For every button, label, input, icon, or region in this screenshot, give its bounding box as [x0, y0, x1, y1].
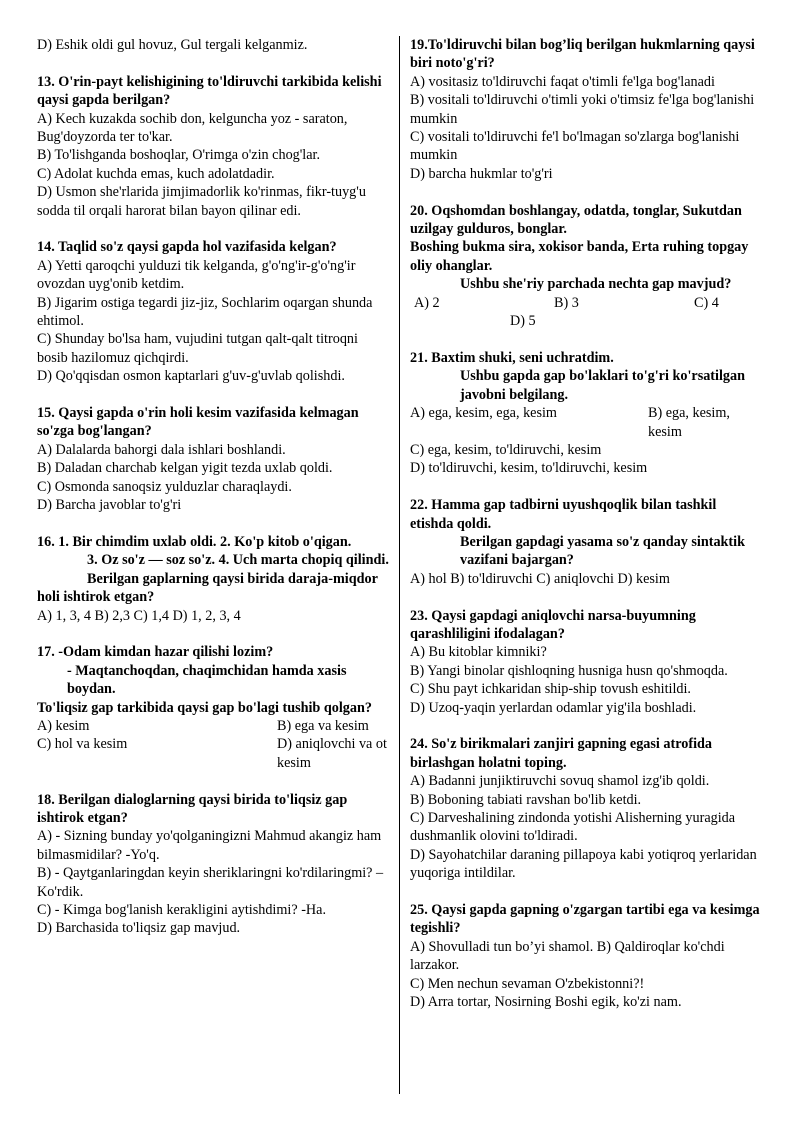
option-c: C) Shu payt ichkaridan ship-ship tovush eshitildi.: [410, 681, 691, 698]
options-ab: A) Shovulladi tun bo’yi shamol. B) Qaldiroqlar ko'chdi larzakor.: [410, 938, 725, 974]
question-21: [410, 349, 762, 478]
option-b: B) ega, kesim, kesim: [648, 405, 730, 440]
option-d: D) to'ldiruvchi, kesim, to'ldiruvchi, kesim: [410, 460, 648, 477]
question-line: 21. Baxtim shuki, seni uchratdim.: [410, 349, 614, 366]
question-line: 22. Hamma gap tadbirni uyushqoqlik bilan tashkil etishda qoldi.: [410, 497, 717, 532]
question-line: 3. Oz so'z — soz so'z. 4. Uch marta chopiq qilindi.: [87, 552, 389, 569]
option-c: C) Osmonda sanoqsiz yulduzlar charaqlaydi.: [37, 478, 292, 495]
question-title: 14. Taqlid so'z qaysi gapda hol vazifasida kelgan?: [37, 239, 337, 256]
option-d: D) Sayohatchilar daraning pillapoya kabi yotiqroq yerlaridan yuqoriga intildilar.: [410, 846, 757, 882]
option-a: A) 2: [414, 294, 440, 311]
answer-options: A) 1, 3, 4 B) 2,3 C) 1,4 D) 1, 2, 3, 4: [37, 607, 241, 624]
question-title: 19.To'ldiruvchi bilan bog’liq berilgan hukmlarning qaysi biri noto'g'ri?: [410, 37, 755, 72]
question-15: [37, 404, 389, 514]
option-b: B) Boboning tabiati ravshan bo'lib ketdi.: [410, 791, 642, 808]
option-a: A) Kech kuzakda sochib don, kelguncha yoz - saraton, Bug'doyzorda ter to'kar.: [37, 110, 348, 146]
option-b: B) Yangi binolar qishloqning husniga husn qo'shmoqda.: [410, 662, 728, 679]
option-a: A) Yetti qaroqchi yulduzi tik kelganda, g'o'ng'ir-g'o'ng'ir ovozdan uyg'onib ketdim.: [37, 257, 356, 293]
question-title: 25. Qaysi gapda gapning o'zgargan tartibi ega va kesimga tegishli?: [410, 902, 760, 937]
option-a: A) ega, kesim, ega, kesim: [410, 405, 557, 422]
question-title: 18. Berilgan dialoglarning qaysi birida to'liqsiz gap ishtirok etgan?: [37, 791, 348, 826]
top-line: D) Eshik oldi gul hovuz, Gul tergali kelganmiz.: [37, 37, 308, 53]
option-a: A) Bu kitoblar kimniki?: [410, 644, 547, 661]
answer-options: A) hol B) to'ldiruvchi C) aniqlovchi D) kesim: [410, 570, 670, 587]
option-c: C) Men nechun sevaman O'zbekistonni?!: [410, 975, 645, 992]
question-22: [410, 496, 762, 588]
question-line: To'liqsiz gap tarkibida qaysi gap bo'lagi tushib qolgan?: [37, 699, 372, 716]
options-row: [37, 735, 389, 772]
option-c: C) vositali to'ldiruvchi fe'l bo'lmagan so'zlarga bog'lanishi mumkin: [410, 129, 740, 164]
question-title: 24. So'z birikmalari zanjiri gapning egasi atrofida birlashgan holatni toping.: [410, 736, 713, 771]
option-b: B) Jigarim ostiga tegardi jiz-jiz, Sochlarim oqargan shunda ehtimol.: [37, 294, 373, 330]
options-row: [37, 717, 389, 735]
option-b: B) ega va kesim: [277, 717, 369, 734]
question-line: Ushbu she'riy parchada nechta gap mavjud?: [460, 276, 732, 293]
option-c: C) Adolat kuchda emas, kuch adolatdadir.: [37, 165, 275, 182]
option-b: B) Daladan charchab kelgan yigit tezda uxlab qoldi.: [37, 460, 333, 477]
options-row: [410, 294, 762, 312]
question-line: Ushbu gapda gap bo'laklari to'g'ri ko'rsatilgan javobni belgilang.: [460, 368, 745, 403]
option-d: D) Arra tortar, Nosirning Boshi egik, ko'zi nam.: [410, 994, 682, 1011]
option-a: A) vositasiz to'ldiruvchi faqat o'timli fe'lga bog'lanadi: [410, 73, 715, 90]
question-line: Boshing bukma sira, xokisor banda, Erta ruhing topgay oliy ohanglar.: [410, 239, 749, 274]
question-13: [37, 73, 389, 220]
question-title: 23. Qaysi gapdagi aniqlovchi narsa-buyumning qarashliligini ifodalagan?: [410, 607, 696, 642]
option-a: A) - Sizning bunday yo'qolganingizni Mahmud akangiz ham bilmasmidilar? -Yo'q.: [37, 828, 382, 863]
question-18: [37, 791, 389, 938]
option-c: C) - Kimga bog'lanish kerakligini aytishdimi? -Ha.: [37, 902, 327, 918]
column-divider: [399, 36, 400, 1094]
left-column: [37, 36, 389, 956]
option-b: B) To'lishganda boshoqlar, O'rimga o'zin chog'lar.: [37, 147, 321, 164]
question-line: holi ishtirok etgan?: [37, 589, 155, 606]
option-d: D) aniqlovchi va ot kesim: [277, 736, 387, 771]
option-d: D) 5: [510, 313, 536, 330]
question-line: Berilgan gapdagi yasama so'z qanday sintaktik vazifani bajargan?: [460, 533, 745, 569]
question-19: [410, 36, 762, 183]
option-d: D) Barchasida to'liqsiz gap mavjud.: [37, 920, 241, 937]
question-line: - Maqtanchoqdan, chaqimchidan hamda xasis boydan.: [67, 662, 347, 698]
question-line: Berilgan gaplarning qaysi birida daraja-miqdor: [87, 570, 378, 587]
option-c: C) ega, kesim, to'ldiruvchi, kesim: [410, 441, 602, 458]
option-d: D) barcha hukmlar to'g'ri: [410, 165, 553, 182]
option-b: B) 3: [554, 294, 579, 311]
option-d: D) Uzoq-yaqin yerlardan odamlar yig'ila boshladi.: [410, 699, 697, 716]
question-line: 20. Oqshomdan boshlangay, odatda, tonglar, Sukutdan uzilgay gulduros, bonglar.: [410, 202, 742, 238]
option-c: C) Shunday bo'lsa ham, vujudini tutgan qalt-qalt titroqni bosib hazilomuz qichqirdi.: [37, 331, 358, 366]
question-title: 13. O'rin-payt kelishigining to'ldiruvchi tarkibida kelishi qaysi gapda berilgan?: [37, 73, 382, 109]
option-a: A) Badanni junjiktiruvchi sovuq shamol izg'ib qoldi.: [410, 773, 710, 790]
question-line: 17. -Odam kimdan hazar qilishi lozim?: [37, 644, 274, 661]
option-b: B) - Qaytganlaringdan keyin sheriklaringni ko'rdilaringmi? –Ko'rdik.: [37, 865, 384, 900]
question-17: [37, 643, 389, 772]
option-b: B) vositali to'ldiruvchi o'timli yoki o'timsiz fe'lga bog'lanishi mumkin: [410, 92, 755, 127]
option-d: D) Qo'qqisdan osmon kaptarlari g'uv-g'uvlab qolishdi.: [37, 368, 345, 385]
question-line: 16. 1. Bir chimdim uxlab oldi. 2. Ko'p kitob o'qigan.: [37, 533, 352, 550]
question-title: 15. Qaysi gapda o'rin holi kesim vazifasida kelmagan so'zga bog'langan?: [37, 405, 359, 440]
right-column: [410, 36, 762, 1030]
option-c: C) Darveshalining zindonda yotishi Alisherning yuragida dushmanlik olovini to'ldiradi.: [410, 809, 736, 845]
option-d: D) Usmon she'rlarida jimjimadorlik ko'rinmas, fikr-tuyg'u sodda til orqali harorat bilan bayon qilinar edi.: [37, 184, 366, 219]
question-20: [410, 202, 762, 331]
option-c: C) 4: [694, 294, 719, 311]
question-25: [410, 901, 762, 1011]
option-d: D) Barcha javoblar to'g'ri: [37, 497, 182, 514]
option-c: C) hol va kesim: [37, 736, 128, 753]
options-row: [410, 404, 762, 441]
question-16: [37, 533, 389, 625]
question-14: [37, 238, 389, 385]
option-a: A) kesim: [37, 717, 90, 734]
question-23: [410, 607, 762, 717]
question-24: [410, 735, 762, 882]
option-a: A) Dalalarda bahorgi dala ishlari boshlandi.: [37, 441, 286, 458]
